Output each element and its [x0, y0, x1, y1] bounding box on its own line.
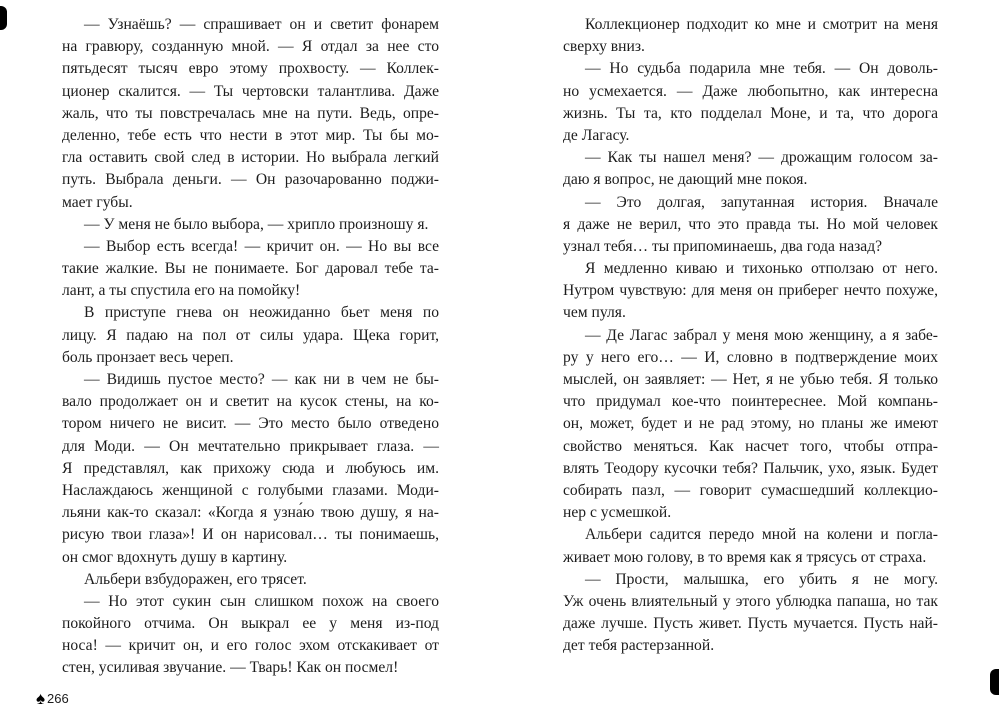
right-edge-thumb-mark — [990, 669, 999, 695]
text-line: мает губы. — [62, 193, 133, 211]
text-line: жаль, что ты повстречалась мне на пути. Ведь, опре- — [62, 104, 439, 122]
text-line: Нутром чувствую: для меня он приберег нечто похуже, — [563, 282, 938, 300]
text-line: Альбери садится передо мной на колени и погла- — [585, 526, 938, 544]
text-line: — Де Лагас забрал у меня мою женщину, а я забе- — [585, 326, 938, 344]
page-number-text: 266 — [47, 691, 69, 706]
text-line: В приступе гнева он неожиданно бьет меня по — [84, 304, 439, 322]
text-line: пятьдесят тысяч евро этому прохвосту. — Коллек- — [62, 60, 439, 78]
text-line: деленно, тебе есть что нести в этот мир. Ты бы мо- — [62, 126, 439, 144]
text-line: жизнь. Ты та, кто подделал Моне, и та, что дорога — [563, 104, 938, 122]
text-line: собирать пазл, — говорит сумасшедший коллекцио- — [563, 481, 938, 499]
text-line: Наслаждаюсь женщиной с голубыми глазами. Моди- — [62, 481, 439, 499]
text-line: влять Теодору кусочки тебя? Пальчик, ухо, язык. Будет — [563, 459, 938, 477]
text-line: дет тебя растерзанной. — [563, 637, 715, 655]
spade-icon: ♠ — [36, 689, 46, 708]
text-line: Коллекционер подходит ко мне и смотрит на меня — [585, 16, 938, 33]
text-line: на гравюру, созданную мной. — Я отдал за нее сто — [62, 38, 439, 56]
text-line: живает мою голову, в то время как я трясусь от страха. — [563, 548, 927, 566]
text-line: он, может, будет и не рад этому, но планы же имеют — [563, 415, 938, 433]
right-page-text — [563, 14, 938, 657]
text-line: — Но этот сукин сын слишком похож на своего — [84, 592, 439, 610]
text-line: — Прости, малышка, его убить я не могу. — [585, 570, 938, 588]
text-line: — Видишь пустое место? — как ни в чем не бы- — [84, 371, 439, 388]
text-line: вало продолжает он и светит на кусок стены, на ко- — [62, 393, 439, 411]
text-line: Альбери взбудоражен, его трясет. — [84, 570, 307, 588]
left-page-text — [62, 14, 439, 680]
text-line: он смог вдохнуть душу в картину. — [62, 548, 288, 566]
text-line: стен, усиливая звучание. — Тварь! Как он посмел! — [62, 659, 399, 677]
text-line: ру у него его… — И, словно в подтверждение моих — [563, 348, 938, 366]
text-line: но усмехается. — Даже любопытно, как интересна — [563, 82, 938, 100]
text-line: покойного отчима. Он выкрал ее у меня из-под — [62, 615, 439, 633]
text-line: носа! — кричит он, и его голос эхом отскакивает от — [62, 637, 439, 655]
text-line: свойство меняться. Как насчет того, чтобы отпра- — [563, 437, 938, 455]
text-line: мыслей, он заявляет: — Нет, я не убью тебя. Я только — [563, 371, 938, 388]
left-edge-thumb-mark — [0, 6, 7, 30]
text-line: узнал тебя… ты припоминаешь, два года назад? — [563, 237, 883, 255]
page-number — [36, 690, 69, 707]
text-line: путь. Выбрала деньги. — Он разочарованно поджи- — [62, 171, 439, 189]
text-line: даже лучше. Пусть живет. Пусть мучается. Пусть най- — [563, 615, 938, 633]
text-line: рисую твои глаза»! И он нарисовал… ты понимаешь, — [62, 526, 439, 544]
text-line: Я медленно киваю и тихонько отползаю от него. — [585, 260, 938, 278]
text-line: ционер скалится. — Ты чертовски талантлива. Даже — [62, 82, 439, 100]
text-line: чем пуля. — [563, 304, 626, 322]
text-line: сверху вниз. — [563, 38, 645, 56]
text-line: де Лагасу. — [563, 126, 630, 144]
text-line: я даже не верил, что это правда ты. Но мой человек — [563, 215, 938, 233]
text-line: лант, а ты спустила его на помойку! — [62, 282, 301, 300]
text-line: боль пронзает весь череп. — [62, 348, 234, 366]
text-line: — Узнаёшь? — спрашивает он и светит фонарем — [84, 16, 439, 33]
text-line: — У меня не было выбора, — хрипло произношу я. — [84, 215, 429, 233]
text-line: — Как ты нашел меня? — дрожащим голосом за- — [585, 149, 938, 167]
text-line: что придумал кое-что поинтереснее. Мой компань- — [563, 393, 938, 411]
text-line: лицу. Я падаю на пол от силы удара. Щека горит, — [62, 326, 439, 344]
text-line: — Выбор есть всегда! — кричит он. — Но вы все — [84, 237, 439, 255]
text-line: гла оставить свой след в истории. Но выбрала легкий — [62, 149, 439, 167]
text-line: нер с усмешкой. — [563, 504, 672, 522]
text-line: — Это долгая, запутанная история. Вначале — [585, 193, 938, 211]
text-line: — Но судьба подарила мне тебя. — Он доволь- — [585, 60, 938, 78]
text-line: Я представлял, как прихожу сюда и любуюсь им. — [62, 459, 439, 477]
text-line: такие жалкие. Вы не понимаете. Бог даровал тебе та- — [62, 260, 439, 278]
text-line: льяни как-то сказал: «Когда я узна́ю твою душу, я на- — [62, 504, 439, 522]
text-line: Уж очень влиятельный у этого ублюдка папаша, но так — [563, 592, 938, 610]
text-line: даю я вопрос, не дающий мне покоя. — [563, 171, 808, 189]
text-line: тором ничего не висит. — Это место было отведено — [62, 415, 439, 433]
text-line: для Моди. — Он мечтательно прикрывает глаза. — — [62, 437, 439, 455]
